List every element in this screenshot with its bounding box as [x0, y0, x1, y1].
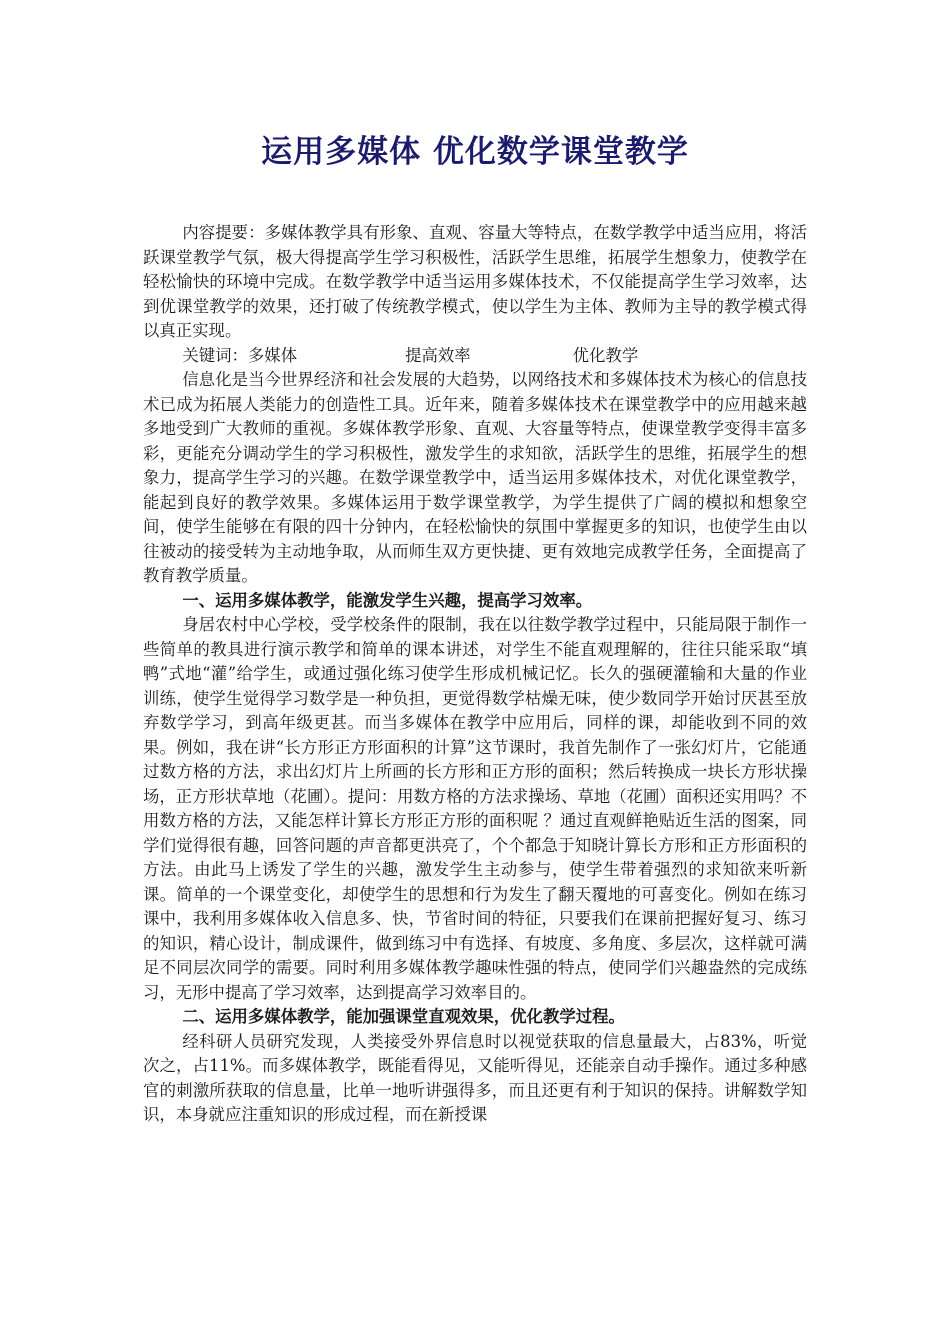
- document-body: [143, 221, 807, 1128]
- section-2-heading: 二、运用多媒体教学，能加强课堂直观效果，优化教学过程。: [182, 1007, 625, 1026]
- keyword-item: 优化教学: [572, 345, 639, 365]
- document-page: [143, 0, 807, 1128]
- section-2-paragraph: 经科研人员研究发现，人类接受外界信息时以视觉获取的信息量最大，占83%，听觉次之，占11%。而多媒体教学，既能看得见，又能听得见，还能亲自动手操作。通过多种感官的刺激所获取的信息量，比单一地听讲强得多，而且还更有利于知识的保持。讲解数学知识，本身就应注重知识的形成过程，而在新授课: [143, 1031, 807, 1124]
- keywords-line: [143, 344, 807, 369]
- document-title: 运用多媒体 优化数学课堂教学: [261, 134, 689, 170]
- intro-paragraph: 信息化是当今世界经济和社会发展的大趋势，以网络技术和多媒体技术为核心的信息技术已成为拓展人类能力的创造性工具。近年来，随着多媒体技术在课堂教学中的应用越来越多地受到广大教师的重视。多媒体教学形象、直观、大容量等特点，使课堂教学变得丰富多彩，更能充分调动学生的学习积极性，激发学生的求知欲，活跃学生的思维，拓展学生的想象力，提高学生学习的兴趣。在数学课堂教学中，适当运用多媒体技术，对优化课堂教学，能起到良好的教学效果。多媒体运用于数学课堂教学，为学生提供了广阔的模拟和想象空间，使学生能够在有限的四十分钟内，在轻松愉快的氛围中掌握更多的知识，也使学生由以往被动的接受转为主动地争取，从而师生双方更快捷、更有效地完成教学任务，全面提高了教育教学质量。: [143, 370, 807, 585]
- keyword-item: 提高效率: [405, 345, 471, 365]
- section-1-heading: 一、运用多媒体教学，能激发学生兴趣，提高学习效率。: [182, 590, 593, 610]
- keyword-item: 多媒体: [247, 345, 298, 365]
- keywords-label: 关键词：: [182, 345, 248, 365]
- section-1-paragraph: 身居农村中心学校，受学校条件的限制，我在以往数学教学过程中，只能局限于制作一些简单的教具进行演示教学和简单的课本讲述，对学生不能直观理解的，往往只能采取“填鸭”式地“灌”给学生，或通过强化练习使学生形成机械记忆。长久的强硬灌输和大量的作业训练，使学生觉得学习数学是一种负担，更觉得数学枯燥无味，使少数同学开始讨厌甚至放弃数学学习，到高年级更甚。而当多媒体在教学中应用后，同样的课，却能收到不同的效果。例如，我在讲“长方形正方形面积的计算”这节课时，我首先制作了一张幻灯片，它能通过数方格的方法，求出幻灯片上所画的长方形和正方形的面积；然后转换成一块长方形状操场，正方形状草地（花圃）。提问：用数方格的方法求操场、草地（花圃）面积还实用吗？不用数方格的方法，又能怎样计算长方形正方形的面积呢 ？通过直观鲜艳贴近生活的图案，同学们觉得很有趣，回答问题的声音都更洪亮了，个个都急于知晓计算长方形和正方形面积的方法。由此马上诱发了学生的兴趣，激发学生主动参与，使学生带着强烈的求知欲来听新课。简单的一个课堂变化，却使学生的思想和行为发生了翻天覆地的可喜变化。例如在练习课中，我利用多媒体收入信息多、快，节省时间的特征，只要我们在课前把握好复习、练习的知识，精心设计，制成课件，做到练习中有选择、有坡度、多角度、多层次，这样就可满足不同层次同学的需要。同时利用多媒体教学趣味性强的特点，使同学们兴趣盎然的完成练习，无形中提高了学习效率，达到提高学习效率目的。: [143, 615, 807, 1002]
- abstract-paragraph: 内容提要：多媒体教学具有形象、直观、容量大等特点，在数学教学中适当应用，将活跃课堂教学气氛，极大得提高学生学习积极性，活跃学生思维，拓展学生想象力，使教学在轻松愉快的环境中完成。在数学教学中适当运用多媒体技术，不仅能提高学生学习效率，达到优课堂教学的效果，还打破了传统教学模式，使以学生为主体、教师为主导的教学模式得以真正实现。: [143, 223, 807, 340]
